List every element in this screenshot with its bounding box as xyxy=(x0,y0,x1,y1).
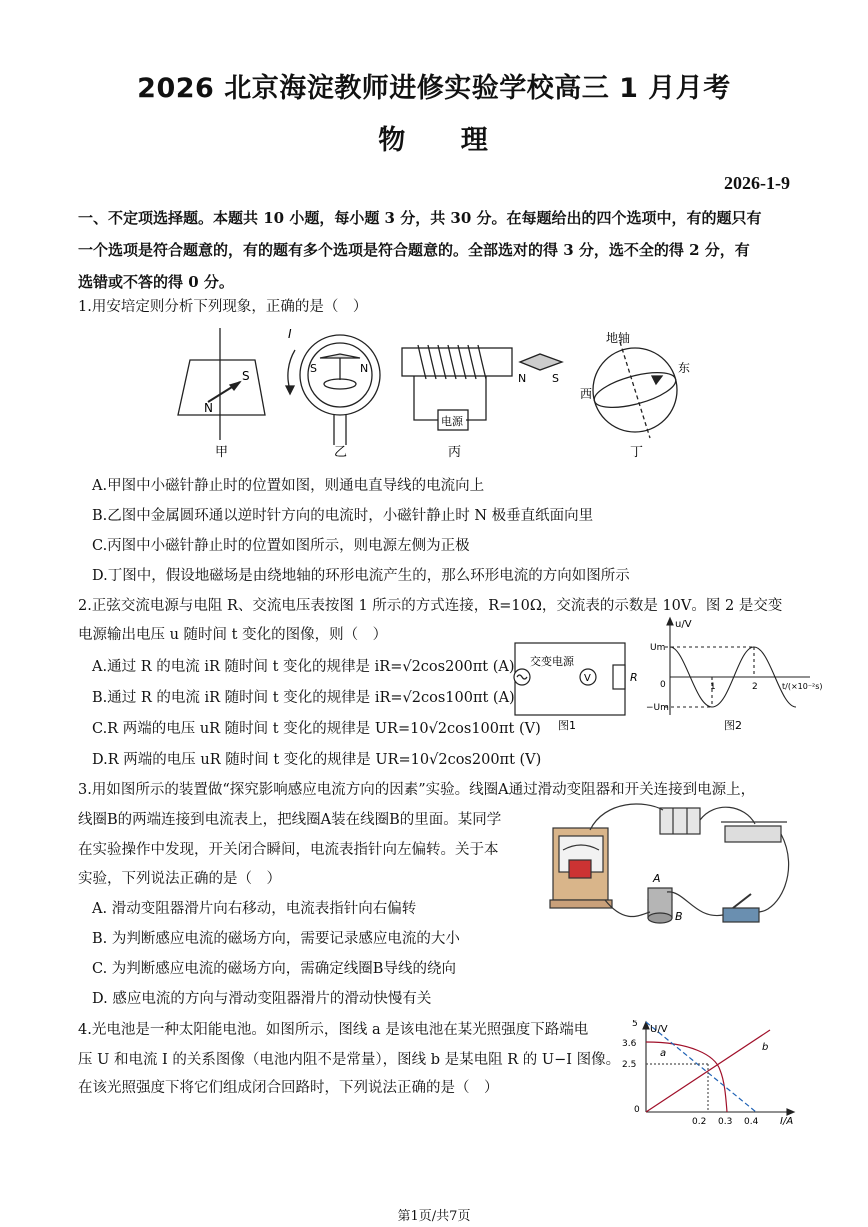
figure-jia xyxy=(178,328,265,440)
instruction-line: 一、不定项选择题。本题共 10 小题，每小题 3 分，共 30 分。在每题给出的四个选项中，有的题只有 xyxy=(78,209,762,227)
curve-a-label: a xyxy=(660,1048,667,1059)
ac-source-label: 交变电源 xyxy=(530,655,574,668)
page-number: 第1页/共7页 xyxy=(397,1209,471,1224)
circuit-diagram xyxy=(514,643,625,715)
q3-option-c[interactable]: C. 为判断感应电流的磁场方向，需确定线圈B导线的绕向 xyxy=(92,961,456,977)
q1-stem: 1.用安培定则分析下列现象，正确的是（ ） xyxy=(78,299,368,315)
voltmeter-label: V xyxy=(584,673,591,684)
fig2-caption: 图2 xyxy=(724,719,742,732)
coil-b-label: B xyxy=(675,910,683,923)
current-i-label: I xyxy=(288,327,292,341)
figure-bing xyxy=(402,345,562,430)
q2-stem-line1: 2.正弦交流电源与电阻 R、交流电压表按图 1 所示的方式连接，R=10Ω，交流表的示数是 10V。图 2 是交变 xyxy=(78,598,783,614)
y-tick-3-6: 3.6 xyxy=(622,1039,637,1049)
q1-option-b[interactable]: B.乙图中金属圆环通以逆时针方向的电流时，小磁针静止时 N 极垂直纸面向里 xyxy=(92,508,594,524)
origin-label: 0 xyxy=(660,680,666,690)
q3-option-b[interactable]: B. 为判断感应电流的磁场方向，需要记录感应电流的大小 xyxy=(92,931,460,947)
fig-label-yi: 乙 xyxy=(334,445,348,460)
graph-xlabel: t/(×10⁻²s) xyxy=(782,682,823,691)
y-tick-0: 0 xyxy=(634,1105,640,1115)
y-tick-2-5: 2.5 xyxy=(622,1060,637,1070)
q3-stem-line4: 实验，下列说法正确的是（ ） xyxy=(78,871,281,887)
fig1-caption: 图1 xyxy=(558,719,576,732)
q1-figures xyxy=(170,320,710,465)
q2-stem-line2: 电源输出电压 u 随时间 t 变化的图像，则（ ） xyxy=(78,627,388,643)
jia-s-label: S xyxy=(242,369,250,383)
west-label: 西 xyxy=(580,387,593,401)
yi-s-label: S xyxy=(310,362,317,375)
q3-option-a[interactable]: A. 滑动变阻器滑片向右移动，电流表指针向右偏转 xyxy=(92,901,417,917)
x-tick-0-4: 0.4 xyxy=(744,1117,759,1127)
yi-n-label: N xyxy=(360,362,369,375)
q4-stem-line3: 在该光照强度下将它们组成闭合回路时，下列说法正确的是（ ） xyxy=(78,1080,499,1096)
power-source-label: 电源 xyxy=(441,415,463,428)
jia-n-label: N xyxy=(204,401,213,415)
section-instructions xyxy=(78,202,793,298)
bing-s-label: S xyxy=(552,372,559,385)
q1-option-d[interactable]: D.丁图中，假设地磁场是由绕地轴的环形电流产生的，那么环形电流的方向如图所示 xyxy=(92,568,630,584)
q1-option-a[interactable]: A.甲图中小磁针静止时的位置如图，则通电直导线的电流向上 xyxy=(92,478,485,494)
q2-option-c[interactable]: C.R 两端的电压 uR 随时间 t 变化的规律是 UR=10√2cos100πt (V) xyxy=(92,721,541,737)
q2-figures xyxy=(510,615,830,735)
neg-um-label: −Um xyxy=(646,703,669,713)
sine-graph xyxy=(665,618,810,715)
x-tick-0-3: 0.3 xyxy=(718,1117,733,1127)
resistor-label: R xyxy=(630,671,638,684)
q4-stem-line2: 压 U 和电流 I 的关系图像（电池内阻不是常量），图线 b 是某电阻 R 的 U−I 图像。 xyxy=(78,1052,621,1068)
coil-a-label: A xyxy=(653,872,661,885)
exam-date: 2026-1-9 xyxy=(724,173,790,193)
graph-x-axis-label: I/A xyxy=(780,1116,794,1127)
y-tick-5: 5 xyxy=(632,1020,638,1029)
fig-label-jia: 甲 xyxy=(215,445,229,460)
graph-y-axis-label: U/V xyxy=(650,1024,668,1035)
figure-yi xyxy=(286,335,380,445)
graph-ylabel: u/V xyxy=(675,619,692,630)
east-label: 东 xyxy=(678,361,691,375)
um-label: Um xyxy=(650,643,666,653)
fig-label-ding: 丁 xyxy=(630,445,644,460)
tick-2-label: 2 xyxy=(752,682,758,692)
q3-option-d[interactable]: D. 感应电流的方向与滑动变阻器滑片的滑动快慢有关 xyxy=(92,991,432,1007)
exam-title: 2026 北京海淀教师进修实验学校高三 1 月月考 xyxy=(137,73,731,104)
q4-ui-graph xyxy=(620,1020,800,1130)
q1-option-c[interactable]: C.丙图中小磁针静止时的位置如图所示，则电源左侧为正极 xyxy=(92,538,470,554)
instruction-line: 选错或不答的得 0 分。 xyxy=(78,273,234,291)
figure-ding xyxy=(591,342,679,438)
tick-1-label: 1 xyxy=(710,682,716,692)
bing-n-label: N xyxy=(518,372,527,385)
instruction-line: 一个选项是符合题意的，有的题有多个选项是符合题意的。全部选对的得 3 分，选不全的得 2 分，有 xyxy=(78,241,750,259)
x-tick-0-2: 0.2 xyxy=(692,1117,707,1127)
q3-stem-line3: 在实验操作中发现，开关闭合瞬间，电流表指针向左偏转。关于本 xyxy=(78,842,499,858)
subject-title: 物 理 xyxy=(378,125,490,156)
curve-b-label: b xyxy=(762,1042,769,1053)
q4-stem-line1: 4.光电池是一种太阳能电池。如图所示，图线 a 是该电池在某光照强度下路端电 xyxy=(78,1022,589,1038)
fig-label-bing: 丙 xyxy=(448,445,462,460)
q2-option-b[interactable]: B.通过 R 的电流 iR 随时间 t 变化的规律是 iR=√2cos100πt (A) xyxy=(92,690,515,706)
q3-stem-line1: 3.用如图所示的装置做“探究影响感应电流方向的因素”实验。线圈A通过滑动变阻器和开关连接到电源上， xyxy=(78,782,756,798)
q2-option-a[interactable]: A.通过 R 的电流 iR 随时间 t 变化的规律是 iR=√2cos200πt (A) xyxy=(92,659,515,675)
q3-stem-line2: 线圈B的两端连接到电流表上，把线圈A装在线圈B的里面。某同学 xyxy=(78,812,502,828)
q3-apparatus xyxy=(545,800,795,930)
earth-axis-label: 地轴 xyxy=(606,331,631,345)
q2-option-d[interactable]: D.R 两端的电压 uR 随时间 t 变化的规律是 UR=10√2cos200πt (V) xyxy=(92,752,542,768)
